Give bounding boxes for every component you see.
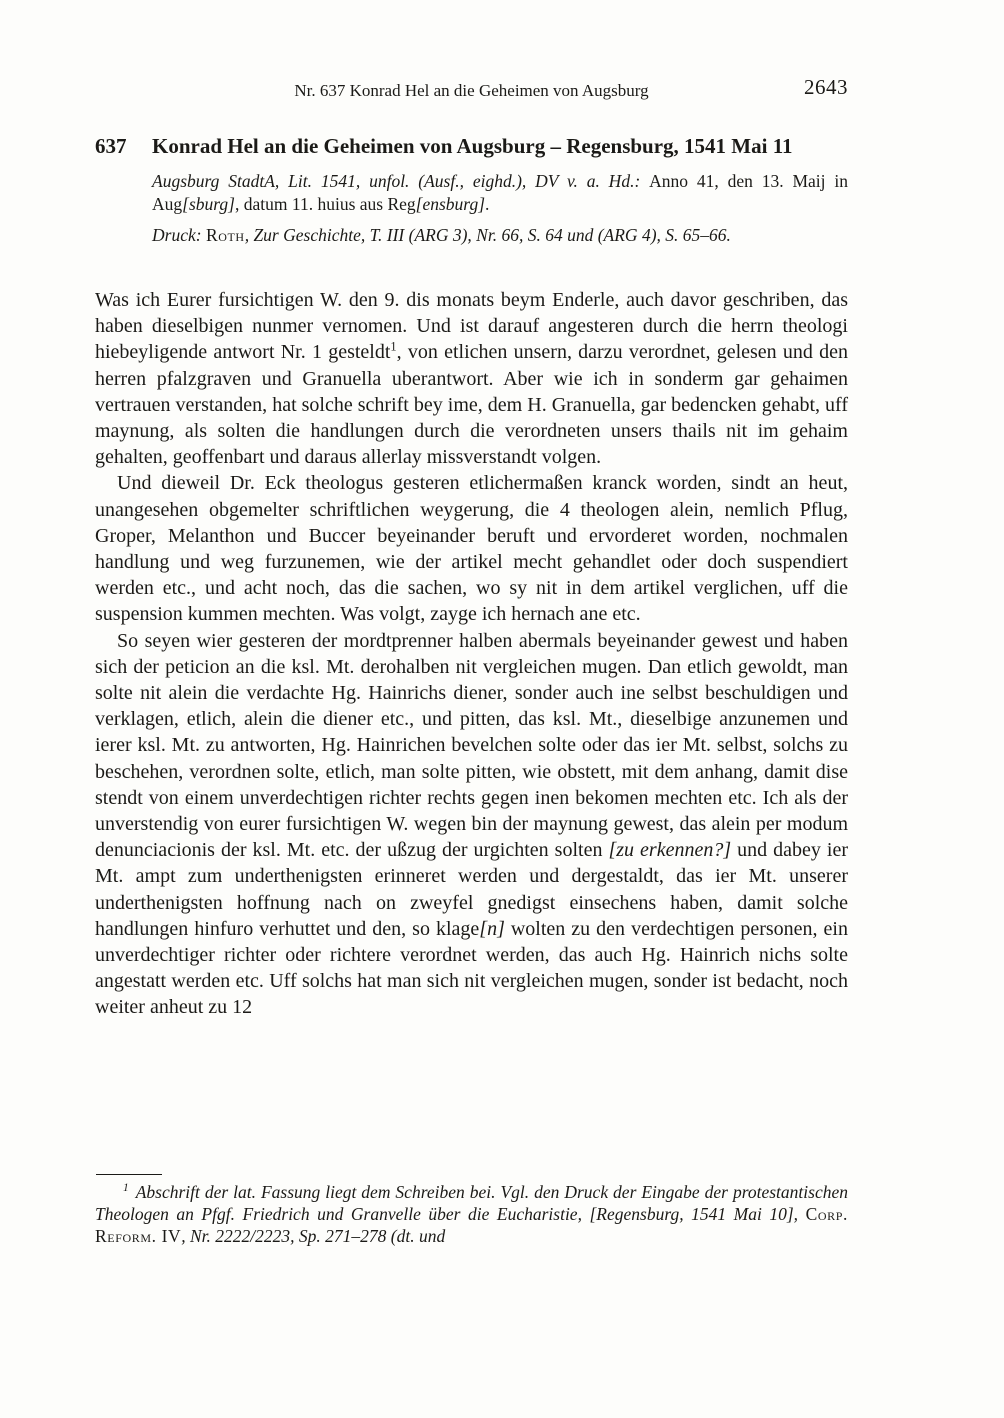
paragraph-1 [95, 287, 848, 470]
document-heading [95, 133, 848, 159]
footnote-1-text: Abschrift der lat. Fassung liegt dem Schreiben bei. Vgl. den Druck der Eingabe der protestantischen Theologen an Pfgf. Friedrich und Granvelle über die Eucharistie, [Regensburg, 1541 Mai 10], [95, 1182, 848, 1224]
paragraph-3-text: So seyen wier gesteren der mordtprenner halben abermals beyeinander gewest und haben sich der peticion an die ksl. Mt. derohalben nit vergleichen mugen. Dan etlich gewoldt, man solte nit alein die verdachte Hg. Hainrichs diener, sonder auch ine selbst beschuldigen und verklagen, etlich, alein die diener etc., und pitten, das ksl. Mt., dieselbige anzunemen und ierer ksl. Mt. zu antworten, Hg. Hainrichen bevelchen solte oder das ier Mt. selbst, solchs zu beschehen, verordnen solte, etlich, man solte pitten, wie obstett, mit dem anhang, damit dise stendt von einem unverdechtigen richter rechts gegen inen bekomen mechten etc. Ich als der unverstendig von eurer fursichtigen W. wegen bin der maynung gewest, das alein per modum denunciacionis der ksl. Mt. etc. der ußzug der urgichten solten [95, 629, 848, 862]
paragraph-3-text: wolten zu den verdechtigen personen, ein unverdechtiger richter oder richtere verordnet werden, das auch Hg. Hainrich nichs solte angestatt werden etc. Uff solchs hat man sich nit vergleichen mugen, sonder ist bedacht, noch weiter anheut zu 12 [95, 917, 848, 1019]
paragraph-3 [95, 628, 848, 1021]
running-header-title: Nr. 637 Konrad Hel an die Geheimen von Augsburg [294, 81, 649, 100]
paragraph-2-text: Und dieweil Dr. Eck theologus gesteren etlichermaßen kranck worden, sindt an heut, unangesehen obgemelter schriftlichen weygerung, die 4 theologen alein, nemlich Pflug, Groper, Melanthon und Buccer beyeinander beruft und ervorderet worden, nochmalen handlung und weg furzunemen, wie der artikel mecht gehandlet oder doch suspendiert werden etc., und acht noch, das die sachen, wo sy nit in dem artikel verglichen, uff die suspension kummen mechten. Was volgt, zayge ich hernach ane etc. [95, 472, 848, 626]
source-notes [152, 170, 848, 256]
print-note [152, 224, 848, 247]
archive-note-segment: Augsburg StadtA, Lit. 1541, unfol. (Ausf., eighd.), DV v. a. Hd.: [152, 171, 650, 191]
editorial-expansion: [sburg] [182, 193, 235, 214]
page-number: 2643 [804, 75, 848, 99]
editorial-conjecture: [zu erkennen?] [608, 839, 732, 862]
archive-note-segment: . [485, 193, 490, 214]
paragraph-3-text: und dabey ier Mt. ampt zum underthenigsten erinneret werden und dergestaldt, das ier Mt. unserer underthenigsten hoffnung nach on zweyfel gnedigst einsechens haben, damit solche handlungen hinfuro verhuttet und den, so klage [95, 839, 848, 940]
print-note-label: Druck: [152, 225, 206, 245]
archive-note-segment: , datum 11. huius aus Reg [234, 193, 416, 214]
footnote-ref-1: 1 [390, 339, 397, 354]
document-title: Konrad Hel an die Geheimen von Augsburg – Regensburg, 1541 Mai 11 [152, 134, 793, 159]
footnote-area [95, 1174, 848, 1247]
footnote-1-text: , Nr. 2222/2223, Sp. 271–278 (dt. und [181, 1225, 446, 1246]
letter-body [95, 287, 848, 1021]
editorial-expansion: [n] [479, 917, 505, 940]
print-note-segment: , Zur Geschichte, T. III (ARG 3), Nr. 66, S. 64 und (ARG 4), S. 65–66. [244, 225, 731, 245]
paragraph-2 [95, 470, 848, 627]
archive-note-segment: Anno 41, den 13. Maij in Aug [152, 171, 848, 214]
footnote-1-marker: 1 [123, 1182, 129, 1195]
archive-note [152, 170, 848, 215]
author-smallcaps: Roth [205, 225, 245, 245]
footnote-1 [95, 1182, 848, 1247]
paragraph-1-text: , von etlichen unsern, darzu verordnet, gelesen und den herren pfalzgraven und Granuella uberantwort. Aber wie ich in sonderm gar gehaimen vertrauen verstanden, hat solche schrift bey ime, dem H. Granuella, gar bedencken gehabt, uff maynung, als solten die handlungen durch die verordneten unsers thails nit im gehaim gehalten, geoffenbart und daraus allerlay missverstandt volgen. [95, 341, 849, 469]
editorial-expansion: [ensburg] [415, 193, 486, 214]
paragraph-1-text: Was ich Eurer fursichtigen W. den 9. dis monats beym Enderle, auch davor geschriben, das haben dieselbigen nunmer vernomen. Und ist darauf angesteren durch die herrn theologi hiebeyligende antwort Nr. 1 gesteldt [95, 289, 848, 364]
citation-smallcaps: Corp. Reform. IV [95, 1203, 848, 1246]
document-number: 637 [95, 134, 127, 159]
running-header [95, 75, 848, 101]
footnote-rule [96, 1174, 162, 1175]
